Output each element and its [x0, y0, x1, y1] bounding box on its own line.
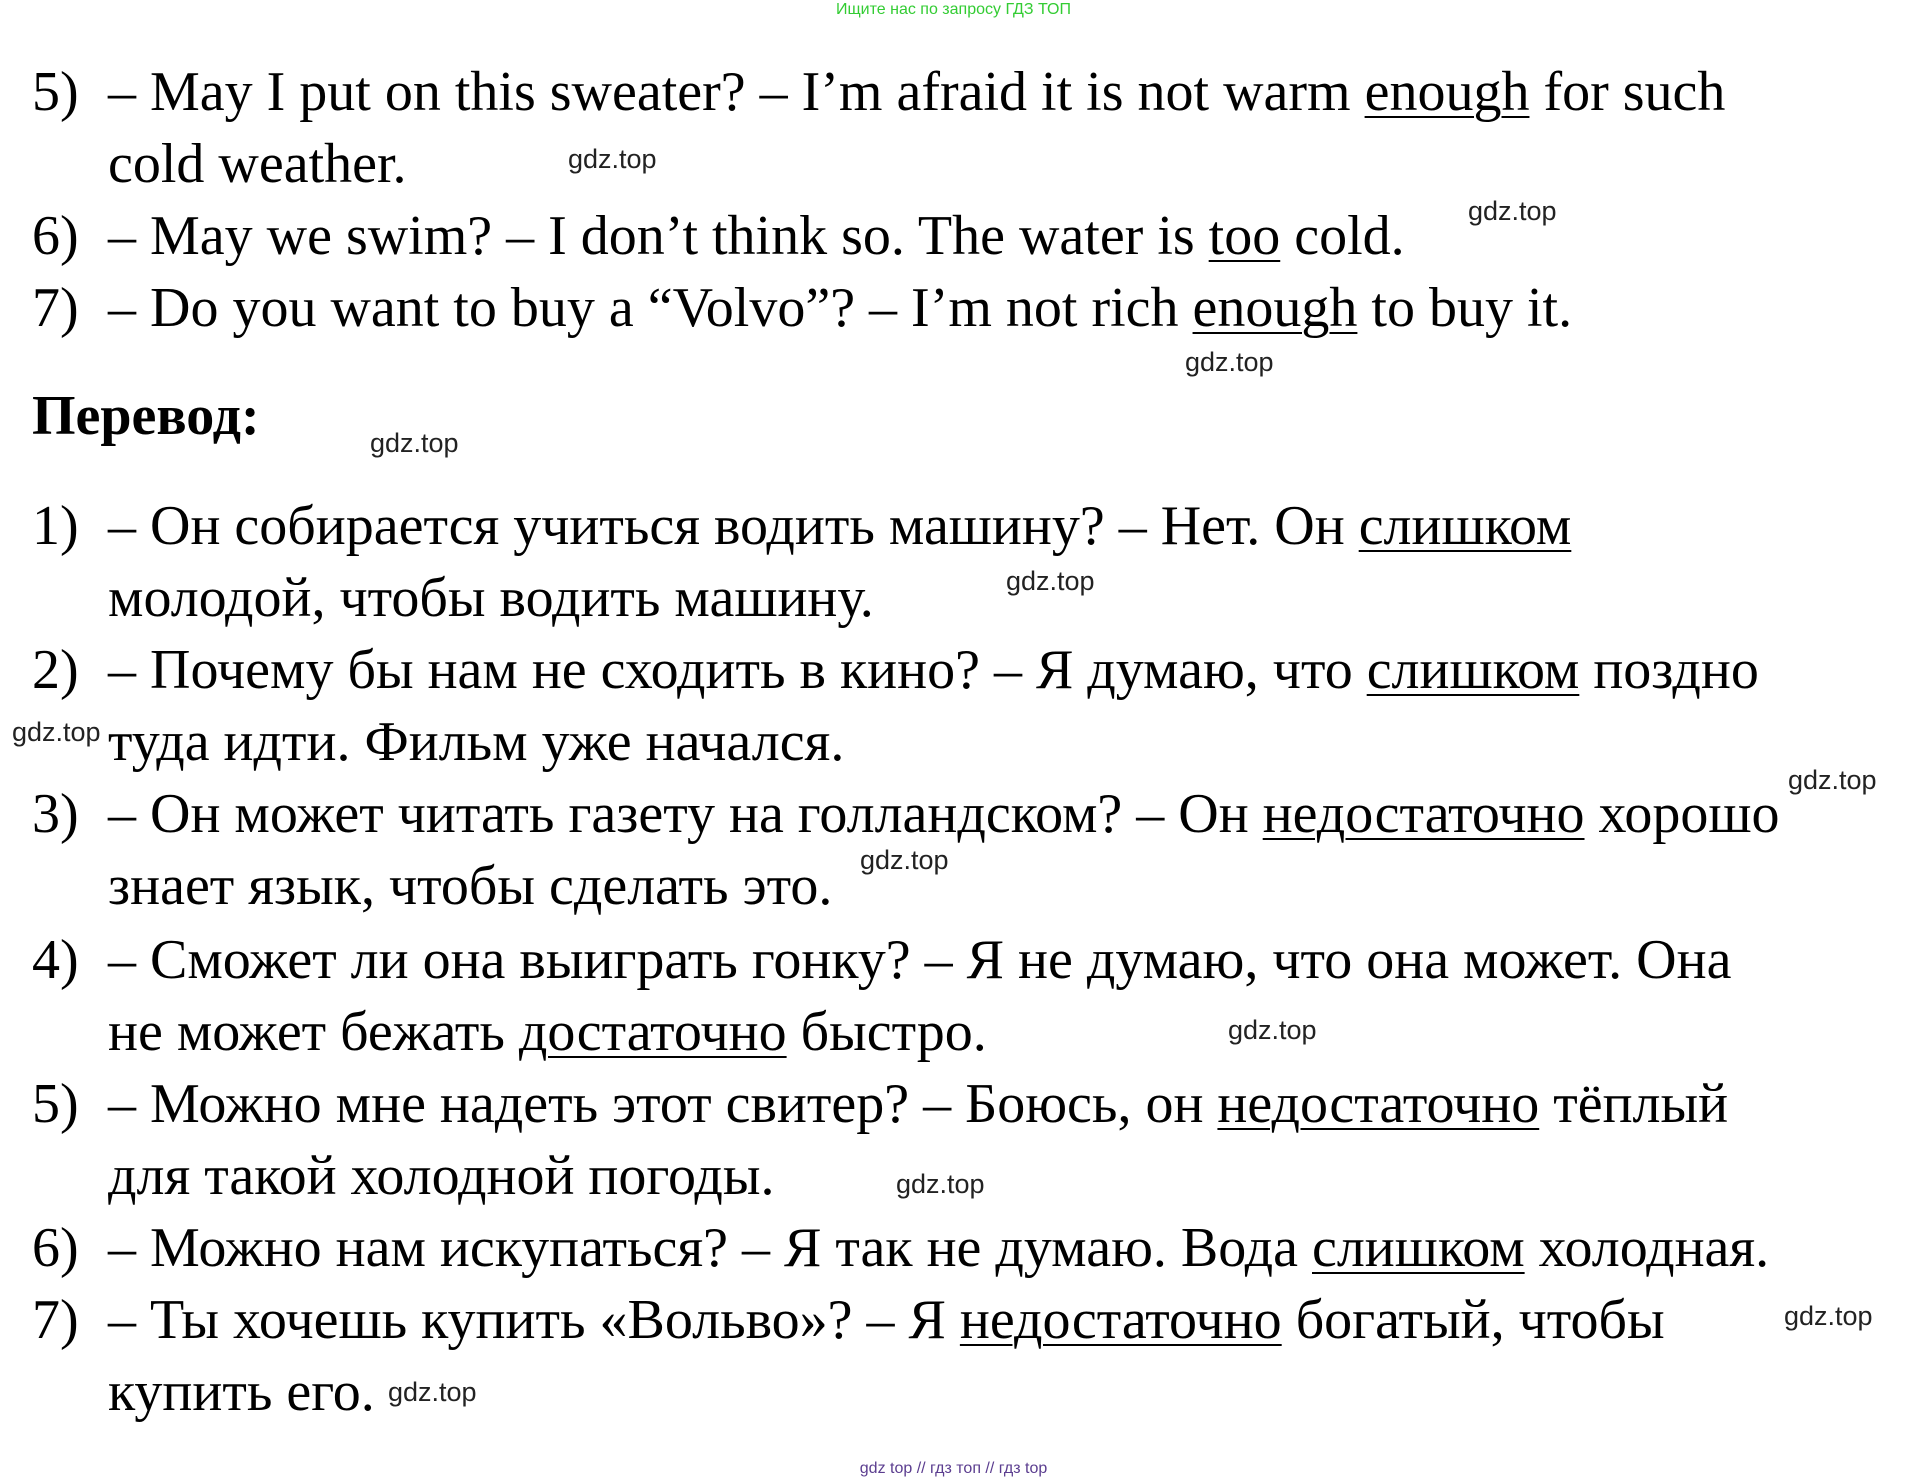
- watermark: gdz.top: [1228, 1015, 1317, 1045]
- translation-heading: Перевод:: [32, 385, 260, 447]
- watermark: gdz.top: [388, 1377, 477, 1407]
- underlined-word: недостаточно: [1262, 783, 1585, 845]
- footer-links[interactable]: gdz top // гдз топ // гдз top: [859, 1460, 1048, 1477]
- watermark: gdz.top: [370, 428, 459, 458]
- item-number: 7): [32, 1289, 79, 1351]
- top-search-link[interactable]: Ищите нас по запросу ГДЗ ТОП: [836, 1, 1071, 18]
- underlined-word: слишком: [1358, 495, 1572, 557]
- watermark: gdz.top: [12, 717, 101, 747]
- item-line-1: – Он собирается учиться водить машину? – Нет. Он слишком: [108, 495, 1572, 557]
- item-line-1: – Он может читать газету на голландском? – Он недостаточно хорошо: [108, 783, 1780, 845]
- item-line-2: cold weather.: [108, 133, 407, 195]
- item-line-1: – Do you want to buy a “Volvo”? – I’m not rich enough to buy it.: [108, 277, 1573, 339]
- item-number: 4): [32, 929, 79, 991]
- item-line-1: – Можно мне надеть этот свитер? – Боюсь, он недостаточно тёплый: [108, 1073, 1729, 1135]
- item-line-2: купить его.: [108, 1361, 375, 1423]
- item-line-1: – Сможет ли она выиграть гонку? – Я не думаю, что она может. Она: [108, 929, 1732, 991]
- underlined-word: enough: [1192, 277, 1358, 339]
- item-number: 6): [32, 1217, 79, 1279]
- item-number: 3): [32, 783, 79, 845]
- watermark: gdz.top: [1006, 566, 1095, 596]
- item-line-1: – May we swim? – I don’t think so. The water is too cold.: [108, 205, 1405, 267]
- item-line-2: туда идти. Фильм уже начался.: [108, 711, 845, 773]
- watermark: gdz.top: [1784, 1301, 1873, 1331]
- underlined-word: недостаточно: [959, 1289, 1282, 1351]
- underlined-word: достаточно: [518, 1001, 787, 1063]
- item-line-1: – Ты хочешь купить «Вольво»? – Я недостаточно богатый, чтобы: [108, 1289, 1665, 1351]
- item-line-2: молодой, чтобы водить машину.: [108, 567, 874, 629]
- underlined-word: слишком: [1312, 1217, 1525, 1279]
- item-number: 7): [32, 277, 79, 339]
- watermark: gdz.top: [896, 1169, 985, 1199]
- watermark: gdz.top: [860, 845, 949, 875]
- watermark: gdz.top: [1185, 347, 1274, 377]
- item-number: 2): [32, 639, 79, 701]
- item-line-2: для такой холодной погоды.: [108, 1145, 775, 1207]
- underlined-word: слишком: [1366, 639, 1580, 701]
- item-number: 6): [32, 205, 79, 267]
- item-number: 5): [32, 61, 79, 123]
- item-line-2: не может бежать достаточно быстро.: [108, 1001, 987, 1063]
- item-line-1: – May I put on this sweater? – I’m afraid it is not warm enough for such: [108, 61, 1726, 123]
- underlined-word: недостаточно: [1217, 1073, 1540, 1135]
- item-number: 1): [32, 495, 79, 557]
- watermark: gdz.top: [1468, 196, 1557, 226]
- item-line-1: – Можно нам искупаться? – Я так не думаю. Вода слишком холодная.: [108, 1217, 1770, 1279]
- item-line-1: – Почему бы нам не сходить в кино? – Я думаю, что слишком поздно: [108, 639, 1759, 701]
- watermark: gdz.top: [1788, 765, 1877, 795]
- underlined-word: enough: [1364, 61, 1530, 123]
- item-line-2: знает язык, чтобы сделать это.: [108, 855, 833, 917]
- item-number: 5): [32, 1073, 79, 1135]
- watermark: gdz.top: [568, 144, 657, 174]
- underlined-word: too: [1208, 205, 1281, 267]
